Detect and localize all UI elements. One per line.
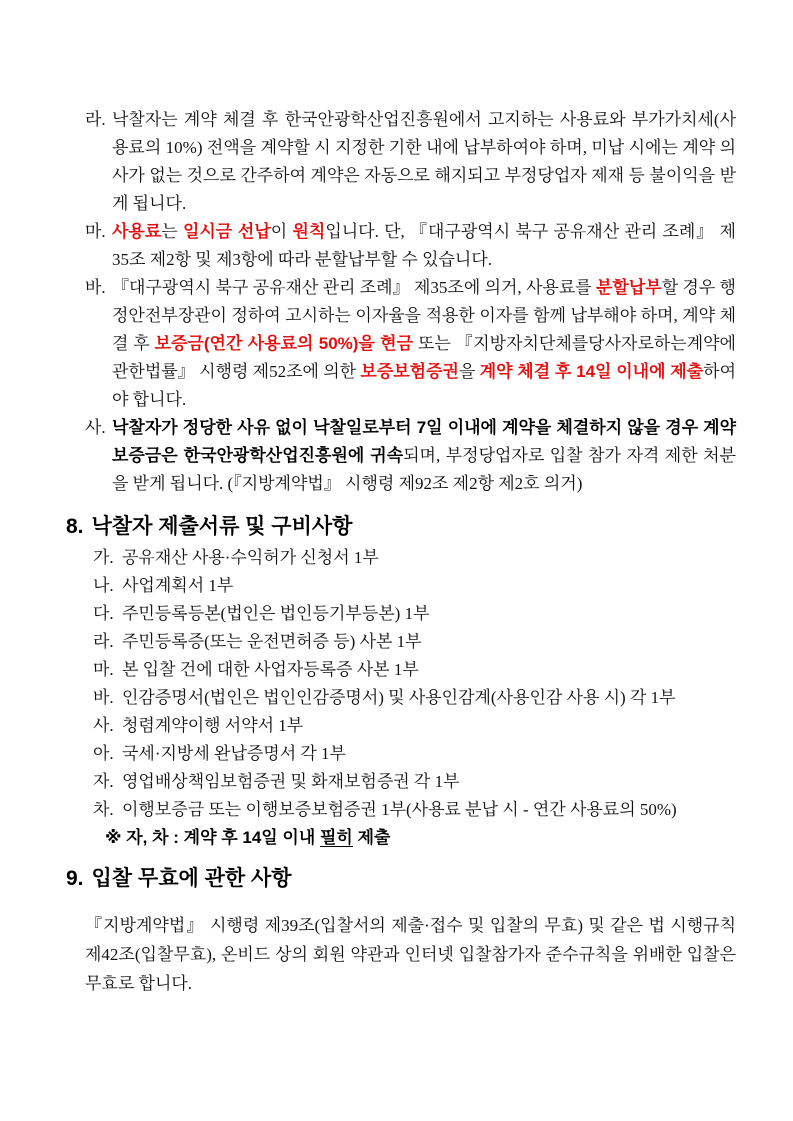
term-text bbox=[112, 418, 736, 493]
list-item bbox=[93, 740, 736, 768]
list-item-label: 사. bbox=[93, 716, 114, 735]
term-item-ba bbox=[85, 274, 736, 414]
body-text: 되며, 부정당업자로 입찰 참가 자격 제한 처분을 받게 됩니다. (『지방계약법』 시행령 제92조 제2항 제2호 의거) bbox=[112, 446, 736, 493]
body-text: 는 bbox=[161, 222, 183, 241]
list-item-label: 자. bbox=[93, 772, 114, 791]
body-text: 『대구광역시 북구 공유재산 관리 조례』 제35조에 의거, 사용료를 bbox=[112, 278, 596, 297]
list-item-text: 사업계획서 1부 bbox=[122, 576, 234, 595]
emphasized-text: 일시금 선납 bbox=[182, 222, 271, 241]
section-8-title: 낙찰자 제출서류 및 구비사항 bbox=[91, 515, 353, 538]
body-text: 하여야 합니다. bbox=[112, 362, 736, 409]
body-text: 낙찰자는 계약 체결 후 한국안광학산업진흥원에서 고지하는 사용료와 부가가치세(사용료의 10%) 전액을 계약할 시 지정한 기한 내에 납부하여야 하며, 미납 시에는 계약 의사가 없는 것으로 간주하여 계약은 자동으로 해지되고 부정당업자 제재 등 불이익을 받게 됩니다. bbox=[112, 110, 736, 213]
list-item-label: 나. bbox=[93, 576, 114, 595]
list-item-label: 다. bbox=[93, 604, 114, 623]
term-text bbox=[112, 110, 736, 213]
body-text: 할 경우 행정안전부장관이 정하여 고시하는 이자율을 적용한 이자를 함께 납부해야 하며, 계약 체결 후 bbox=[112, 278, 736, 353]
list-item bbox=[93, 544, 736, 572]
submission-note bbox=[105, 824, 736, 852]
list-item-label: 바. bbox=[93, 688, 114, 707]
body-text: 또는 『지방자치단체를당사자로하는계약에관한법률』 시행령 제52조에 의한 bbox=[112, 334, 736, 381]
emphasized-text: 제출 bbox=[352, 828, 391, 847]
list-item bbox=[93, 712, 736, 740]
term-item-ma bbox=[85, 218, 736, 274]
list-item-text: 청렴계약이행 서약서 1부 bbox=[122, 716, 304, 735]
emphasized-text: 원칙 bbox=[292, 222, 326, 241]
term-text bbox=[112, 222, 736, 269]
section-9-number: 9. bbox=[66, 867, 84, 890]
list-item-label: 라. bbox=[93, 632, 114, 651]
list-item-text: 주민등록등본(법인은 법인등기부등본) 1부 bbox=[122, 604, 430, 623]
list-item-text: 인감증명서(법인은 법인인감증명서) 및 사용인감계(사용인감 사용 시) 각 1부 bbox=[122, 688, 676, 707]
body-text: 이 bbox=[270, 222, 293, 241]
emphasized-text: 보증금(연간 사용료의 50%)을 현금 bbox=[154, 334, 414, 353]
list-item bbox=[93, 572, 736, 600]
term-label: 라. bbox=[85, 110, 106, 129]
list-item-label: 아. bbox=[93, 744, 114, 763]
section-8-heading bbox=[66, 512, 736, 542]
section-9-heading bbox=[66, 864, 736, 894]
term-label: 마. bbox=[85, 222, 106, 241]
emphasized-text: 필히 bbox=[319, 828, 353, 847]
emphasized-text: 보증보험증권 bbox=[360, 362, 459, 381]
list-item-label: 차. bbox=[93, 800, 114, 819]
list-item bbox=[93, 768, 736, 796]
list-item-text: 국세·지방세 완납증명서 각 1부 bbox=[122, 744, 346, 763]
body-text: 입니다. 단, 『대구광역시 북구 공유재산 관리 조례』 제35조 제2항 및 제3항에 따라 분할납부할 수 있습니다. bbox=[112, 222, 736, 269]
body-text: 을 bbox=[458, 362, 480, 381]
emphasized-text: 사용료 bbox=[112, 222, 162, 241]
list-item-text: 이행보증금 또는 이행보증보험증권 1부(사용료 분납 시 - 연간 사용료의 50%) bbox=[122, 800, 677, 819]
term-label: 사. bbox=[85, 418, 106, 437]
term-label: 바. bbox=[85, 278, 106, 297]
list-item bbox=[93, 600, 736, 628]
emphasized-text: 분할납부 bbox=[595, 278, 662, 297]
emphasized-text: 계약 체결 후 14일 이내에 제출 bbox=[479, 362, 704, 381]
section-9-body: 『지방계약법』 시행령 제39조(입찰서의 제출·접수 및 입찰의 무효) 및 같은 법 시행규칙 제42조(입찰무효), 온비드 상의 회원 약관과 인터넷 입찰참가자 준수규칙을 위배한 입찰은 무효로 합니다. bbox=[85, 916, 736, 993]
emphasized-text: ※ 자, 차 : 계약 후 14일 이내 bbox=[105, 828, 320, 847]
list-item-text: 주민등록증(또는 운전면허증 등) 사본 1부 bbox=[122, 632, 422, 651]
list-item bbox=[93, 796, 736, 824]
term-item-sa bbox=[85, 414, 736, 498]
term-item-ra bbox=[85, 106, 736, 218]
list-item-label: 마. bbox=[93, 660, 114, 679]
list-item-text: 영업배상책임보험증권 및 화재보험증권 각 1부 bbox=[122, 772, 460, 791]
term-text bbox=[112, 278, 736, 409]
contract-terms-list bbox=[85, 106, 736, 498]
list-item-text: 공유재산 사용·수익허가 신청서 1부 bbox=[122, 548, 379, 567]
list-item-label: 가. bbox=[93, 548, 114, 567]
list-item-text: 본 입찰 건에 대한 사업자등록증 사본 1부 bbox=[122, 660, 419, 679]
section-8-number: 8. bbox=[66, 515, 84, 538]
list-item bbox=[93, 656, 736, 684]
section-9-title: 입찰 무효에 관한 사항 bbox=[91, 867, 292, 890]
list-item bbox=[93, 684, 736, 712]
submission-documents-list bbox=[93, 544, 736, 824]
list-item bbox=[93, 628, 736, 656]
emphasized-text: 낙찰자가 정당한 사유 없이 낙찰일로부터 7일 이내에 계약을 체결하지 않을 경우 계약보증금은 한국안광학산업진흥원에 귀속 bbox=[112, 418, 736, 465]
